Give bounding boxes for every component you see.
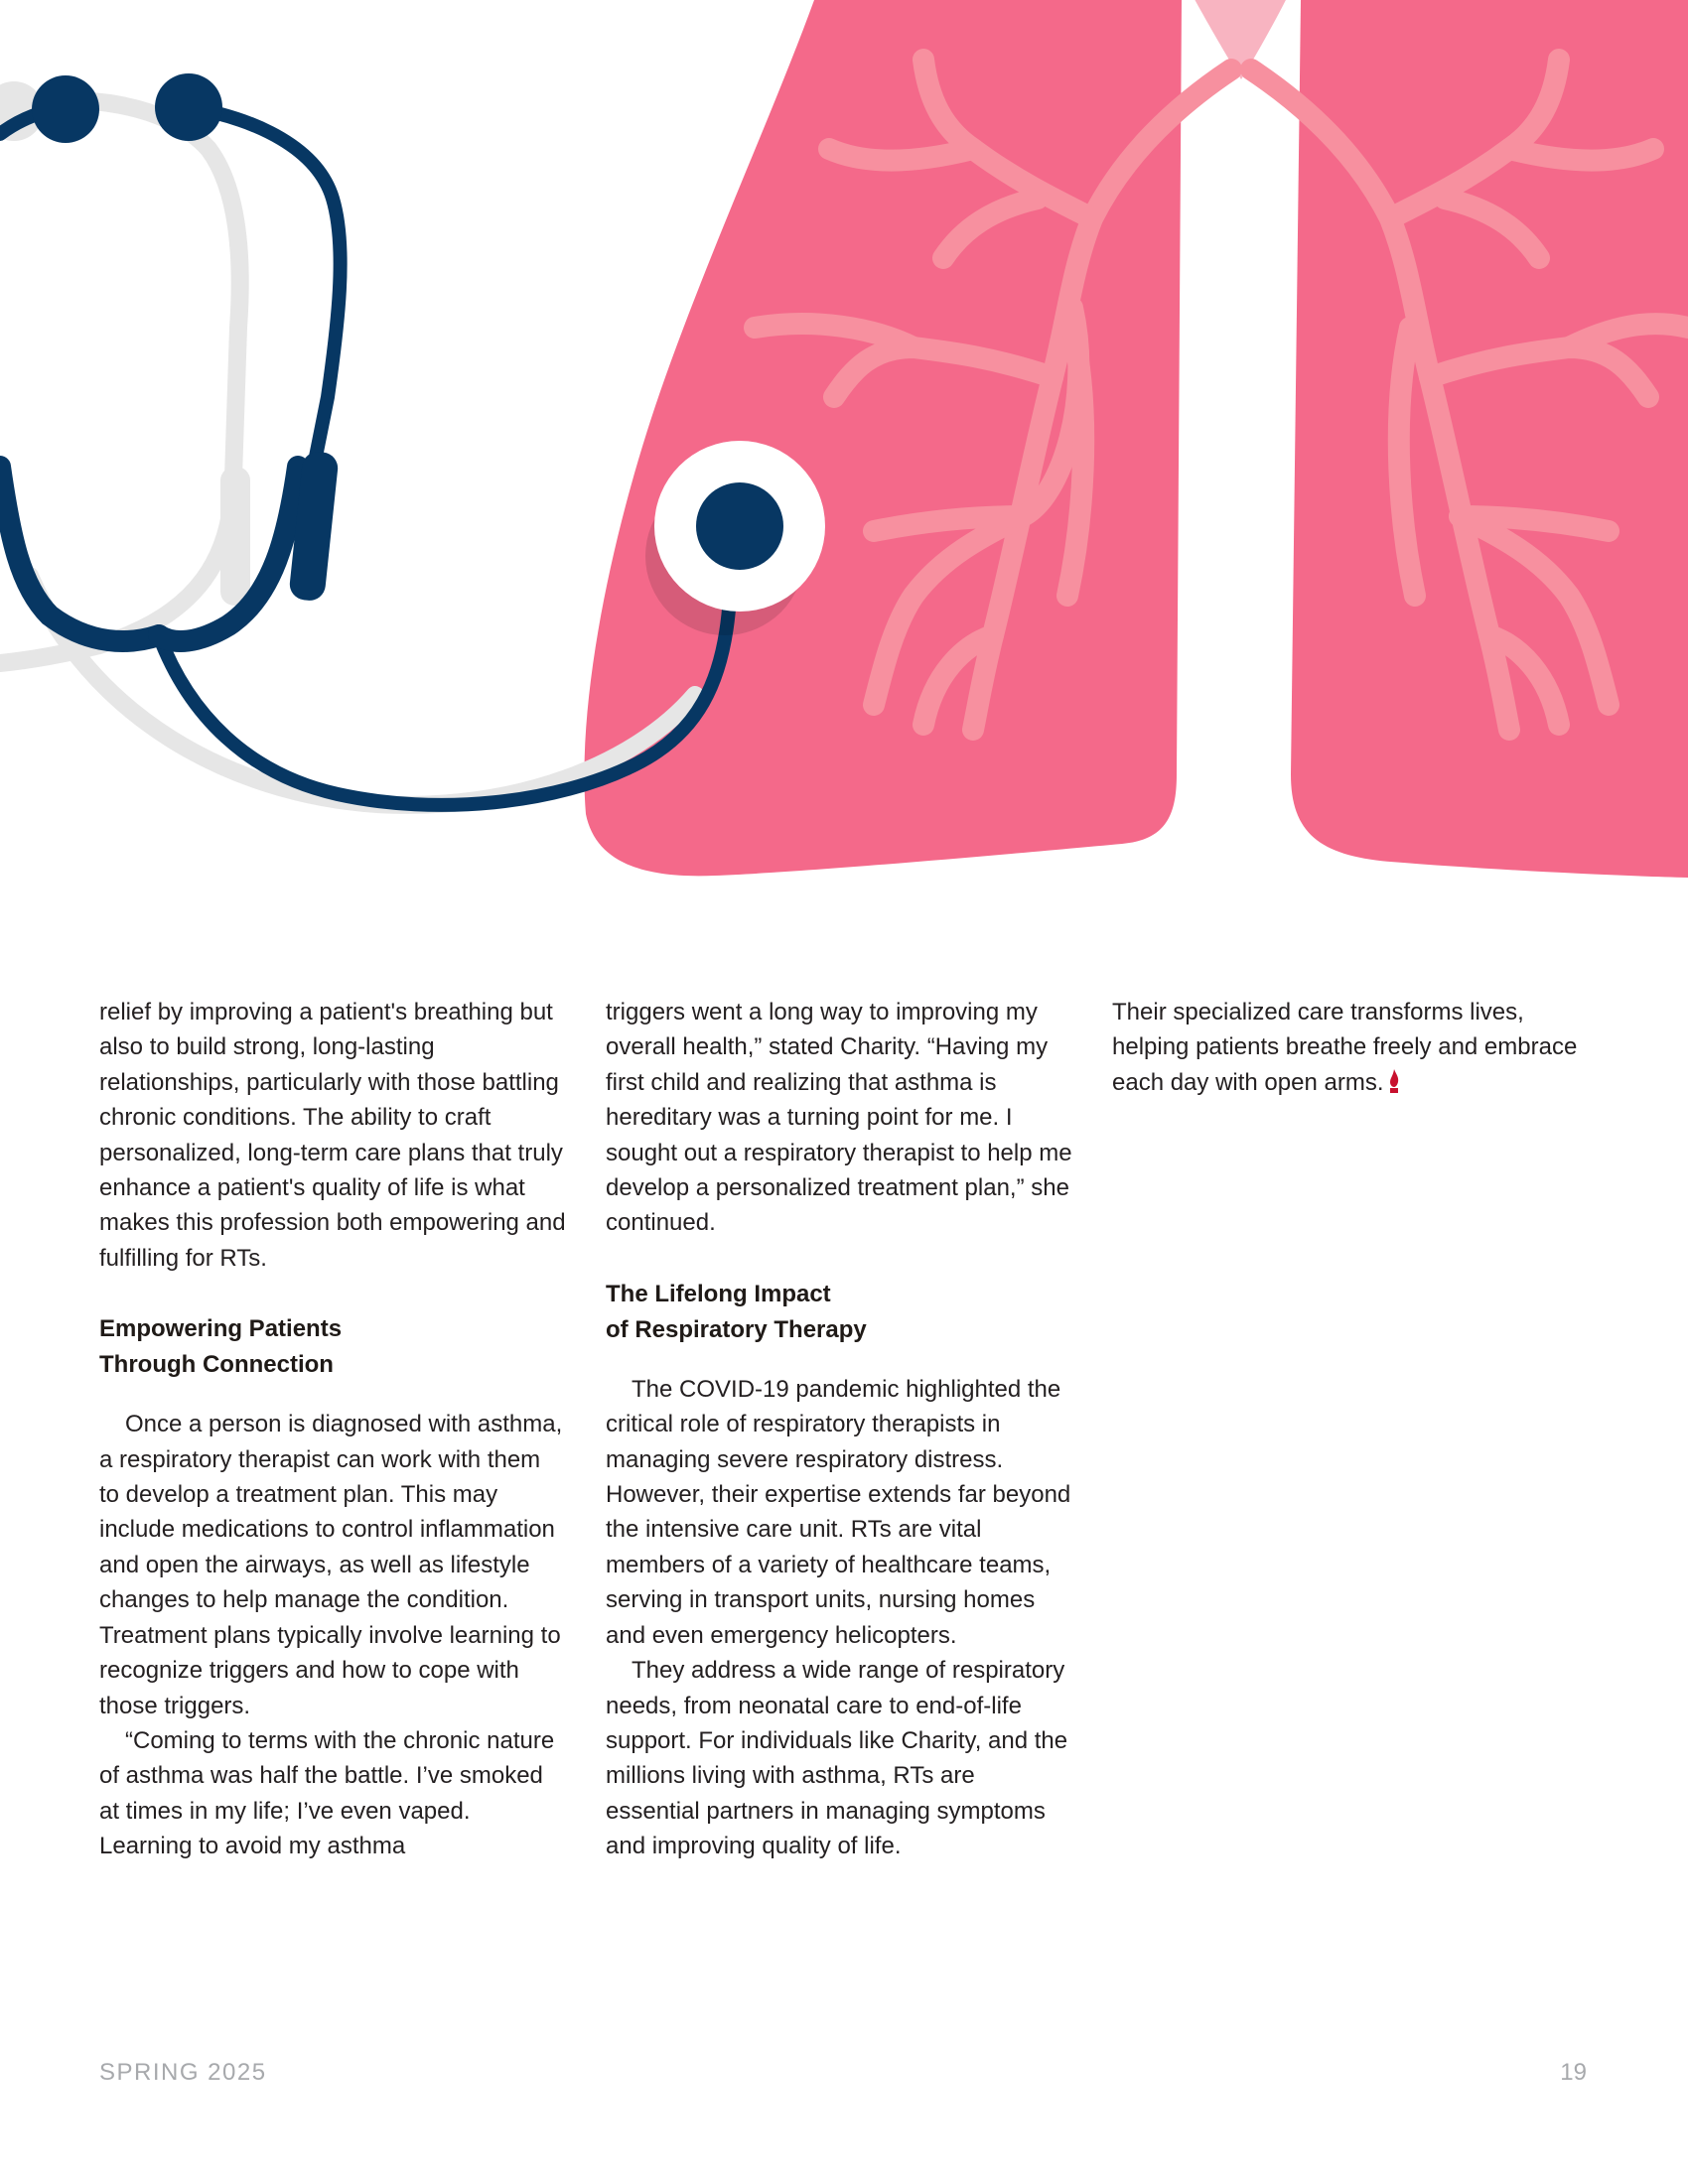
section-heading-line: of Respiratory Therapy <box>606 1315 867 1343</box>
section-heading-line: Empowering Patients <box>99 1315 343 1343</box>
spacer <box>99 1383 566 1407</box>
footer-issue: SPRING 2025 <box>99 2059 267 2086</box>
lungs-icon <box>584 0 1688 878</box>
section-heading-line: The Lifelong Impact <box>606 1280 831 1307</box>
text-column-2 <box>606 995 1072 1864</box>
paragraph-text: They address a wide range of respiratory needs, from neonatal care to end-of-life support. For individuals like Charity, and the millions living with asthma, RTs are essential partners in managing symptoms and improving quality of life. <box>606 1657 1068 1860</box>
paragraph-text: “Coming to terms with the chronic nature of asthma was half the battle. I’ve smoked at times in my life; I’ve even vaped. Learning to avoid my asthma <box>99 1726 555 1860</box>
end-mark-icon <box>1387 1068 1401 1094</box>
text-column-1 <box>99 995 566 1864</box>
spacer <box>606 1348 1072 1372</box>
page-number: 19 <box>1560 2059 1587 2086</box>
paragraph-text: triggers went a long way to improving my overall health,” stated Charity. “Having my first child and realizing that asthma is hereditary was a turning point for me. I sought out a respiratory therapist to help me develop a personalized treatment plan,” she continued. <box>606 999 1072 1237</box>
paragraph-text: The COVID-19 pandemic highlighted the critical role of respiratory therapists in managing severe respiratory distress. However, their expertise extends far beyond the intensive care unit. RTs are vital members of a variety of healthcare teams, serving in transport units, nursing homes and even emergency helicopters. <box>606 1375 1071 1649</box>
section-heading <box>606 1277 1072 1348</box>
paragraph-text: Once a person is diagnosed with asthma, a respiratory therapist can work with them to develop a treatment plan. This may include medications to control inflammation and open the airways, as well as lifestyle changes to help manage the condition. Treatment plans typically involve learning to recognize triggers and how to cope with those triggers. <box>99 1411 563 1719</box>
body-paragraph <box>606 995 1072 1241</box>
body-paragraph <box>99 995 566 1276</box>
body-paragraph <box>99 1407 566 1723</box>
text-column-3 <box>1112 995 1579 1100</box>
section-heading-line: Through Connection <box>99 1351 334 1379</box>
paragraph-text: relief by improving a patient's breathing but also to build strong, long-lasting relationships, particularly with those battling chronic conditions. The ability to craft personalized, long-term care plans that truly enhance a patient's quality of life is what makes this profession both empowering and fulfilling for RTs. <box>99 999 566 1272</box>
paragraph-text: Their specialized care transforms lives, helping patients breathe freely and embrace each day with open arms. <box>1112 999 1578 1096</box>
spacer <box>606 1241 1072 1277</box>
section-heading <box>99 1311 566 1383</box>
spacer <box>99 1276 566 1311</box>
body-paragraph <box>606 1372 1072 1653</box>
body-paragraph <box>1112 995 1579 1100</box>
body-paragraph <box>99 1723 566 1864</box>
hero-illustration <box>0 0 1688 893</box>
body-paragraph <box>606 1653 1072 1863</box>
